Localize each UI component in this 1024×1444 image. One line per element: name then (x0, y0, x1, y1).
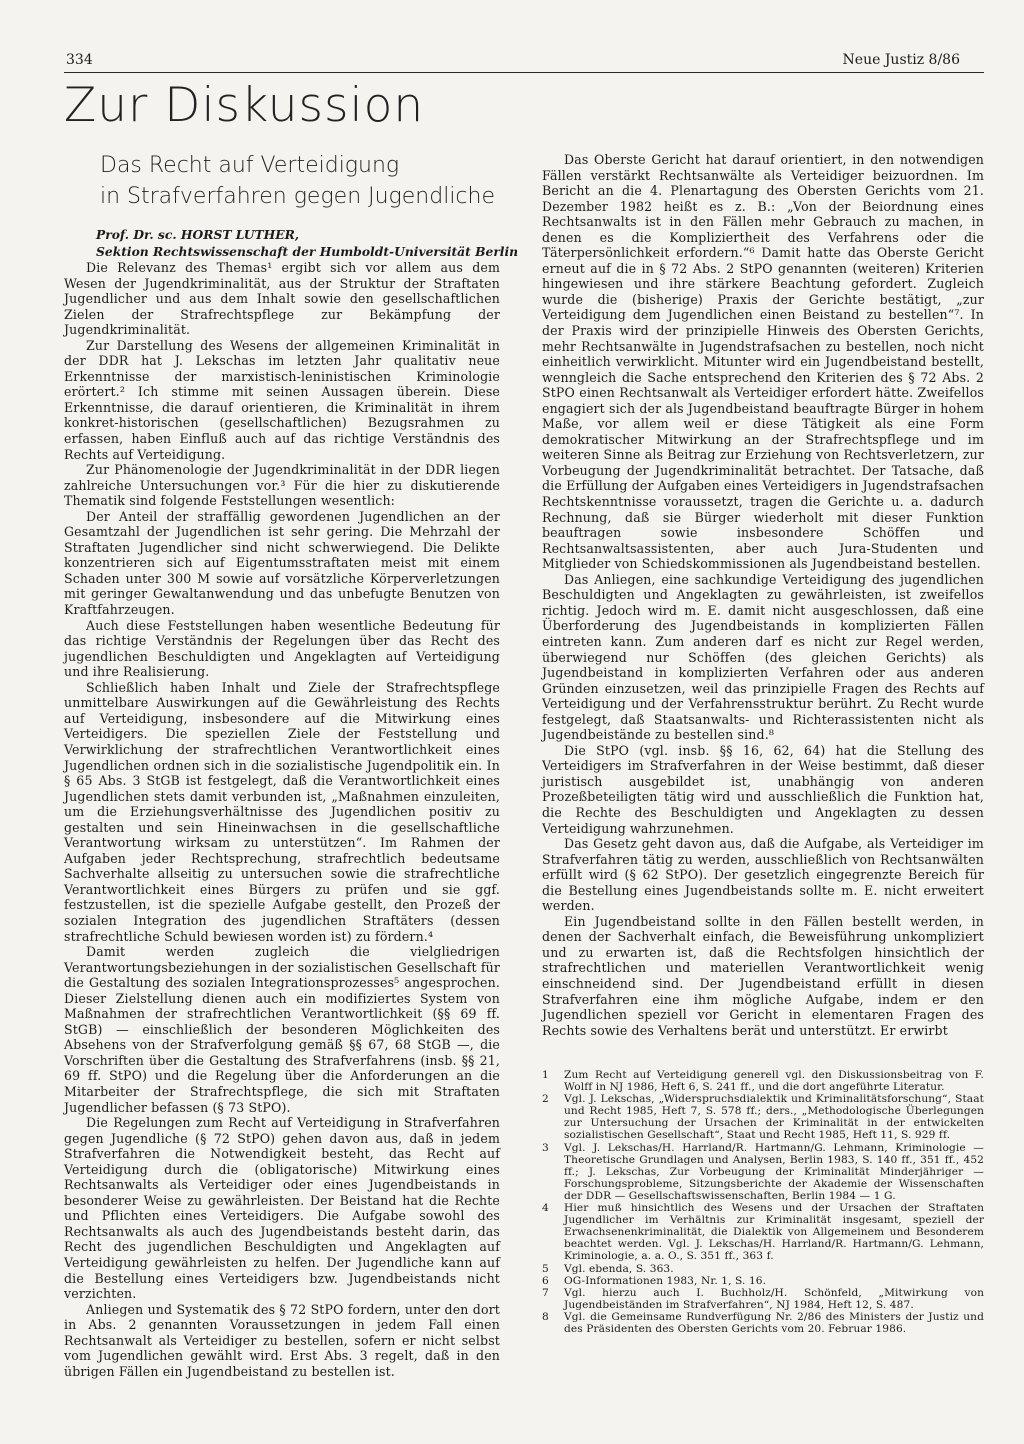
footnote (542, 1142, 984, 1202)
footnote-text: OG-Informationen 1983, Nr. 1, S. 16. (564, 1274, 767, 1287)
paragraph: Das Anliegen, eine sachkundige Verteidigung des jugendlichen Beschuldigten und Angeklagten zu gewährleisten, ist zweifellos richtig. Jedoch wird m. E. damit nicht ausgeschlossen, daß eine Überforderung des Jugendbeistands in komplizierten Fällen eintreten kann. Zum anderen darf es nicht zur Regel werden, überwiegend nur Schöffen (des gleichen Gerichts) als Jugendbeistand in komplizierten Verfahren oder aus anderen Gründen einzusetzen, weil das prinzipielle Fragen des Rechts auf Verteidigung und der Verfahrensstruktur berührt. Zu Recht wurde festgelegt, daß Staatsanwalts- und Richterassistenten nicht als Jugendbeistände zu bestellen sind.⁸ (542, 571, 984, 743)
footnote-number: 6 (542, 1274, 549, 1287)
footnote (542, 1287, 984, 1311)
paragraph: Zur Darstellung des Wesens der allgemeinen Kriminalität in der DDR hat J. Lekschas im letzten Jahr qualitativ neue Erkenntnisse der marxistisch-leninistischen Kriminologie erörtert.² Ich stimme mit seinen Aussagen überein. Diese Erkenntnisse, die darauf orientieren, die Kriminalität in ihrem konkret-historischen (gesellschaftlichen) Bezugsrahmen zu erfassen, haben Einfluß auch auf das richtige Verständnis des Rechts auf Verteidigung. (64, 337, 500, 462)
footnotes (542, 1069, 984, 1335)
section-title: Zur Diskussion (64, 78, 425, 133)
footnote-text: Zum Recht auf Verteidigung generell vgl. den Diskussionsbeitrag von F. Wolff in NJ 1986, Heft 6, S. 241 ff., und die dort angeführte Literatur. (564, 1069, 984, 1094)
footnote-number: 2 (542, 1093, 549, 1106)
article-title (100, 150, 540, 212)
footnote (542, 1069, 984, 1093)
paragraph: Die StPO (vgl. insb. §§ 16, 62, 64) hat die Stellung des Verteidigers im Strafverfahren in der Weise bestimmt, daß dieser juristisch ausgebildet ist, unabhängig von anderen Prozeßbeteiligten tätig wird und ausschließlich die Funktion hat, die Rechte des Beschuldigten und Angeklagten zu dessen Verteidigung wahrzunehmen. (542, 742, 984, 836)
footnote-number: 3 (542, 1141, 549, 1154)
paragraph: Die Relevanz des Themas¹ ergibt sich vor allem aus dem Wesen der Jugendkriminalität, aus der Struktur der Straftaten Jugendlicher und aus dem Inhalt sowie den gesellschaftlichen Zielen der Strafrechtspflege zur Bekämpfung der Jugendkriminalität. (64, 260, 500, 338)
right-column (542, 152, 984, 1038)
paragraph: Zur Phänomenologie der Jugendkriminalität in der DDR liegen zahlreiche Untersuchungen vor.³ Für die hier zu diskutierende Thematik sind folgende Feststellungen wesentlich: (64, 462, 500, 509)
footnote-text: Hier muß hinsichtlich des Wesens und der Ursachen der Straftaten Jugendlicher im Verhältnis zur Kriminalität insgesamt, speziell der Erwachsenenkriminalität, die Dialektik von Allgemeinem und Besonderem beachtet werden. Vgl. J. Lekschas/H. Harrland/R. Hartmann/G. Lehmann, Kriminologie, a. a. O., S. 351 ff., 363 f. (564, 1202, 984, 1263)
footnote-text: Vgl. J. Lekschas, „Widerspruchsdialektik und Kriminalitätsforschung“, Staat und Recht 1985, Heft 7, S. 578 ff.; ders., „Methodologische Überlegungen zur Untersuchung der Ursachen der Kriminalität in der entwickelten sozialistischen Gesellschaft“, Staat und Recht 1985, Heft 11, S. 929 ff. (564, 1093, 984, 1142)
page-number: 334 (66, 52, 93, 68)
footnote (542, 1275, 984, 1287)
footnote-number: 8 (542, 1310, 549, 1323)
footnote-number: 1 (542, 1069, 549, 1081)
author-affiliation: Sektion Rechtswissenschaft der Humboldt-Universität Berlin (96, 244, 519, 259)
paragraph: Der Anteil der straffällig gewordenen Jugendlichen an der Gesamtzahl der Jugendlichen ist sehr gering. Die Mehrzahl der Straftaten Jugendlicher sind nicht schwerwiegend. Die Delikte konzentrieren sich auf Eigentumsstraftaten meist mit einem Schaden unter 300 M sowie auf vorsätzliche Körperverletzungen mit geringer Gewaltanwendung und das unbefugte Benutzen von Kraftfahrzeugen. (64, 508, 500, 618)
footnote-text: Vgl. die Gemeinsame Rundverfügung Nr. 2/86 des Ministers der Justiz und des Präsidenten des Obersten Gerichts vom 20. Februar 1986. (564, 1310, 984, 1335)
footnote-text: Vgl. J. Lekschas/H. Harrland/R. Hartmann/G. Lehmann, Kriminologie — Theoretische Grundlagen und Analysen, Berlin 1983, S. 140 ff., 351 ff., 452 ff.; J. Lekschas, Zur Vorbeugung der Kriminalität Minderjähriger — Forschungsprobleme, Sitzungsberichte der Akademie der Wissenschaften der DDR — Gesellschaftswissenschaften, Berlin 1984 — 1 G. (564, 1141, 984, 1202)
footnote-text: Vgl. hierzu auch I. Buchholz/H. Schönfeld, „Mitwirkung von Jugendbeiständen im Strafverfahren“, NJ 1984, Heft 12, S. 487. (564, 1286, 984, 1311)
footnote (542, 1093, 984, 1141)
left-column (64, 260, 500, 1379)
footnote (542, 1311, 984, 1335)
paragraph: Anliegen und Systematik des § 72 StPO fordern, unter den dort in Abs. 2 genannten Voraussetzungen in jedem Fall einen Rechtsanwalt als Verteidiger zu bestellen, sofern er nicht selbst vom Jugendlichen gewählt wird. Erst Abs. 3 regelt, daß in den übrigen Fällen ein Jugendbeistand zu bestellen ist. (64, 1301, 500, 1379)
footnote-number: 5 (542, 1262, 549, 1275)
paragraph: Ein Jugendbeistand sollte in den Fällen bestellt werden, in denen der Sachverhalt einfach, die Beweisführung unkompliziert und zu erwarten ist, daß die Rechtsfolgen hinsichtlich der strafrechtlichen und materiellen Verantwortlichkeit wenig einschneidend sind. Der Jugendbeistand erfüllt in diesen Strafverfahren eine ihm mögliche Aufgabe, indem er den Jugendlichen speziell vor Gericht in elementaren Fragen des Rechts sowie des Verhaltens berät und unterstützt. Er erwirbt (542, 913, 984, 1038)
paragraph: Schließlich haben Inhalt und Ziele der Strafrechtspflege unmittelbare Auswirkungen auf die Gewährleistung des Rechts auf Verteidigung, insbesondere auf die Mitwirkung eines Verteidigers. Die speziellen Ziele der Feststellung und Verwirklichung der strafrechtlichen Verantwortlichkeit eines Jugendlichen ordnen sich in die sozialistische Jugendpolitik ein. In § 65 Abs. 3 StGB ist festgelegt, daß die Verantwortlichkeit eines Jugendlichen stets damit verbunden ist, „Maßnahmen einzuleiten, um die Erziehungsverhältnisse des Jugendlichen positiv zu gestalten und sein Hineinwachsen in die gesellschaftliche Verantwortung wirksam zu unterstützen“. Im Rahmen der Aufgaben jeder Rechtsprechung, strafrechtlich bedeutsame Sachverhalte allseitig zu untersuchen sowie die strafrechtliche Verantwortlichkeit eines Bürgers zu prüfen und sie ggf. festzustellen, ist die spezielle Aufgabe gestellt, den Prozeß der sozialen Integration des jugendlichen Straftäters (dessen strafrechtliche Schuld bewiesen worden ist) zu fördern.⁴ (64, 679, 500, 944)
footnote-number: 7 (542, 1286, 549, 1299)
paragraph: Damit werden zugleich die vielgliedrigen Verantwortungsbeziehungen in der sozialistischen Gesellschaft für die Gestaltung des sozialen Integrationsprozesses⁵ angesprochen. Dieser Zielstellung dienen auch ein modifiziertes System von Maßnahmen der strafrechtlichen Verantwortlichkeit (§§ 69 ff. StGB) — einschließlich der besonderen Möglichkeiten des Absehens von der Strafverfolgung gemäß §§ 67, 68 StGB —, die Vorschriften über die Gestaltung des Strafverfahrens (insb. §§ 21, 69 ff. StPO) und die Regelung über die Anforderungen an die Mitarbeiter der Strafrechtspflege, die sich mit Straftaten Jugendlicher befassen (§ 73 StPO). (64, 944, 500, 1115)
header-rule (64, 72, 984, 73)
paragraph: Das Gesetz geht davon aus, daß die Aufgabe, als Verteidiger im Strafverfahren tätig zu werden, ausschließlich von Rechtsanwälten erfüllt wird (§ 62 StPO). Der gesetzlich eingegrenzte Bereich für die Bestellung eines Jugendbeistands sollte m. E. nicht erweitert werden. (542, 836, 984, 914)
paragraph: Die Regelungen zum Recht auf Verteidigung in Strafverfahren gegen Jugendliche (§ 72 StPO) gehen davon aus, daß in jedem Strafverfahren die Notwendigkeit besteht, das Recht auf Verteidigung durch die (obligatorische) Mitwirkung eines Rechtsanwalts als Verteidiger oder eines Jugendbeistands in besonderer Weise zu gewährleisten. Der Beistand hat die Rechte und Pflichten eines Verteidigers. Die Aufgabe sowohl des Rechtsanwalts als auch des Jugendbeistands besteht darin, das Recht des jugendlichen Beschuldigten und Angeklagten auf Verteidigung gewährleisten zu helfen. Der Jugendliche kann auf die Bestellung eines Verteidigers bzw. Jugendbeistands nicht verzichten. (64, 1115, 500, 1302)
footnote (542, 1202, 984, 1262)
article-title-line-2: in Strafverfahren gegen Jugendliche (100, 184, 496, 209)
paragraph: Das Oberste Gericht hat darauf orientiert, in den notwendigen Fällen verstärkt Rechtsanwälte als Verteidiger beizuordnen. Im Bericht an die 4. Plenartagung des Obersten Gerichts vom 21. Dezember 1982 heißt es z. B.: „Von der Beiordnung eines Rechtsanwalts ist in den Fällen mehr Gebrauch zu machen, in denen es die Kompliziertheit des Verfahrens oder die Täterpersönlichkeit erfordern.“⁶ Damit hatte das Oberste Gericht erneut auf die in § 72 Abs. 2 StPO genannten (weiteren) Kriterien hingewiesen und ihre stärkere Beachtung gefordert. Zugleich wurde die (bisherige) Praxis der Gerichte bestätigt, „zur Verteidigung dem Jugendlichen einen Beistand zu bestellen“⁷. In der Praxis wird der prinzipielle Hinweis des Obersten Gerichts, mehr Rechtsanwälte in Jugendstrafsachen zu bestellen, noch nicht einheitlich verwirklicht. Mitunter wird ein Jugendbeistand bestellt, wenngleich die Sache entsprechend den Kriterien des § 72 Abs. 2 StPO einen Rechtsanwalt als Verteidiger erfordert hätte. Zweifellos engagiert sich der als Jugendbeistand beauftragte Bürger in hohem Maße, vor allem weil er diese Tätigkeit als eine Form demokratischer Mitwirkung an der Strafrechtspflege und im weiteren Sinne als Beitrag zur Erziehung von Rechtsverletzern, zur Vorbeugung der Jugendkriminalität betrachtet. Der Tatsache, daß die Erfüllung der Aufgaben eines Verteidigers in Jugendstrafsachen Rechtskenntnisse voraussetzt, tragen die Gerichte u. a. dadurch Rechnung, daß sie Bürger wiederholt mit dieser Funktion beauftragen sowie insbesondere Schöffen und Rechtsanwaltsassistenten, aber auch Jura-Studenten und Mitglieder von Schiedskommissionen als Jugendbeistand bestellen. (542, 152, 984, 572)
paragraph: Auch diese Feststellungen haben wesentliche Bedeutung für das richtige Verständnis der Regelungen über das Recht des jugendlichen Beschuldigten und Angeklagten auf Verteidigung und ihre Realisierung. (64, 617, 500, 680)
footnote (542, 1263, 984, 1275)
footnote-text: Vgl. ebenda, S. 363. (564, 1262, 674, 1275)
author-block (96, 226, 536, 260)
article-title-line-1: Das Recht auf Verteidigung (100, 153, 400, 178)
author-name: Prof. Dr. sc. HORST LUTHER, (96, 227, 300, 242)
footnote-number: 4 (542, 1202, 549, 1215)
journal-issue: Neue Justiz 8/86 (842, 52, 960, 68)
